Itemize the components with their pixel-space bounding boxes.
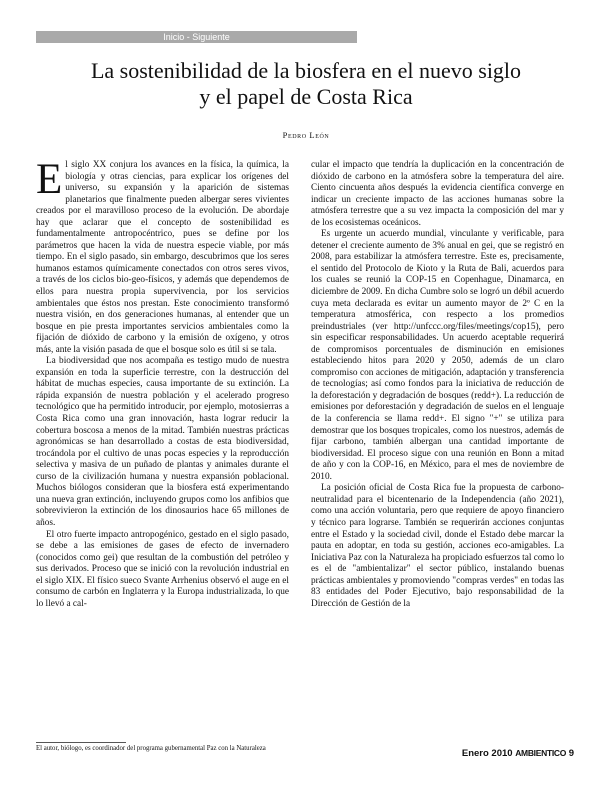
article-title — [40, 58, 572, 110]
page-number: 9 — [568, 748, 574, 759]
issue-date: Enero 2010 — [461, 748, 513, 759]
text-column-left — [36, 156, 289, 610]
top-navigation-bar — [36, 31, 357, 43]
author-footnote: El autor, biólogo, es coordinador del programa gubernamental Paz con la Naturaleza — [36, 745, 266, 752]
author-name: Pedro León — [282, 130, 330, 140]
magazine-name: AMBIENTICO — [515, 748, 567, 758]
paragraph: cular el impacto que tendría la duplicación en la concentración de dióxido de carbono en la atmósfera sobre la temperatura del aire. Ciento cincuenta años después la evidencia científica converge en indicar un creciente impacto de las acciones humanas sobre la atmósfera terrestre que a su vez impacta la composición del mar y de los ecosistemas oceánicos. — [311, 160, 564, 228]
page-footer — [462, 748, 574, 759]
paragraph: La posición oficial de Costa Rica fue la propuesta de carbono-neutralidad para el bicentenario de la Independencia (año 2021), como una acción voluntaria, pero que requiere de apoyo financiero y técnico para lograrse. También se requerirán acciones conjuntas entre el Estado y la sociedad civil, donde el Estado debe marcar la pauta en adoptar, en toda su gestión, acciones eco-amigables. La Iniciativa Paz con la Naturaleza ha propiciado esfuerzos tal como lo es el de "ambientalizar" el sector público, instalando buenas prácticas ambientales y promoviendo "compras verdes" en todas las 83 entidades del Poder Ejecutivo, bajo responsabilidad de la Dirección de Gestión de la — [311, 483, 564, 609]
title-line-1: La sostenibilidad de la biosfera en el nuevo siglo — [90, 58, 522, 83]
nav-links[interactable]: Inicio - Siguiente — [163, 32, 230, 42]
paragraph: El otro fuerte impacto antropogénico, gestado en el siglo pasado, se debe a las emisiones de gases de efecto de invernadero (conocidos como gei) que resultan de la combustión del petróleo y sus derivados. Proceso que se inició con la revolución industrial en el siglo XIX. El físico sueco Svante Arrhenius observó el auge en el consumo de carbón en Inglaterra y la Europa industrializada, lo que lo llevó a cal- — [36, 529, 289, 609]
paragraph-text: l siglo XX conjura los avances en la física, la química, la biología y otras ciencias, para explicar los orígenes del universo, su expansión y la aparición de sistemas planetarios que finalmente pueden albergar seres vivientes creados por el maravilloso proceso de la evolución. De abordaje hay que aclarar que el concepto de sostenibilidad es fundamentalmente antropocéntrico, pues se define por los parámetros que hacen la vida de nuestra especie viable, por más tiempo. En el siglo pasado, sin embargo, descubrimos que los seres humanos estamos químicamente conectados con otros seres vivos, a través de los ciclos bio-geo-físicos, y además que dependemos de ellos para nuestra propia supervivencia, por los servicios ambientales que éstos nos prestan. Este conocimiento transformó nuestra visión, en dos generaciones humanas, al entender que un bosque en pie presta importantes servicios ambientales como la fijación de dióxido de carbono y la emisión de oxígeno, y otros más, ante la visión pasada de que el bosque solo es útil si se tala. — [36, 160, 289, 355]
drop-cap: E — [36, 156, 63, 203]
text-column-right — [311, 160, 564, 610]
footnote-rule — [36, 742, 126, 743]
title-line-2: y el papel de Costa Rica — [199, 84, 413, 109]
paragraph — [36, 156, 289, 356]
paragraph: La biodiversidad que nos acompaña es testigo mudo de nuestra expansión en toda la superficie terrestre, con la destrucción del hábitat de muchas especies, causa importante de su extinción. La rápida expansión de nuestra población y el acelerado progreso tecnológico que ha permitido introducir, por ejemplo, motosierras a Costa Rica como una gran innovación, hasta lograr reducir la cobertura boscosa a menos de la mitad. También nuestras prácticas agronómicas se han desarrollado a costas de esta biodiversidad, trocándola por el cultivo de unas pocas especies y la reproducción selectiva y masiva de un puñado de plantas y animales durante el curso de la civilización humana y nuestra expansión poblacional. Muchos biólogos consideran que la biosfera está experimentando una nueva gran extinción, incluyendo grupos como los anfibios que sobrevivieron la extinción de los dinosaurios hace 65 millones de años. — [36, 356, 289, 528]
paragraph: Es urgente un acuerdo mundial, vinculante y verificable, para detener el creciente aumento de 3% anual en gei, que se registró en 2008, para estabilizar la atmósfera terrestre. Este es, precisamente, el sentido del Protocolo de Kioto y la Ruta de Bali, acuerdos para los cuales se reunió la COP-15 en Copenhague, Dinamarca, en diciembre de 2009. En dicha Cumbre solo se logró un débil acuerdo cuya meta declarada es evitar un aumento mayor de 2º C en la temperatura atmosférica, con respecto a los promedios preindustriales (ver http://unfccc.org/files/meetings/cop15), pero sin especificar responsabilidades. Un acuerdo aceptable requerirá de compromisos porcentuales de disminución en emisiones estableciendo hitos para 2020 y 2050, además de un claro compromiso con acciones de mitigación, adaptación y transferencia de tecnologías; así como fondos para la iniciativa de reducción de la deforestación y degradación de bosques (redd+). La reducción de emisiones por deforestación y degradación de suelos en el lenguaje de la conferencia se llama redd+. El signo "+" se utiliza para demostrar que los bosques tropicales, como los nuestros, además de fijar carbono, también albergan una cantidad importante de biodiversidad. El proceso sigue con una reunión en Bonn a mitad de año y con la COP-16, en México, para el mes de noviembre de 2010. — [311, 229, 565, 482]
